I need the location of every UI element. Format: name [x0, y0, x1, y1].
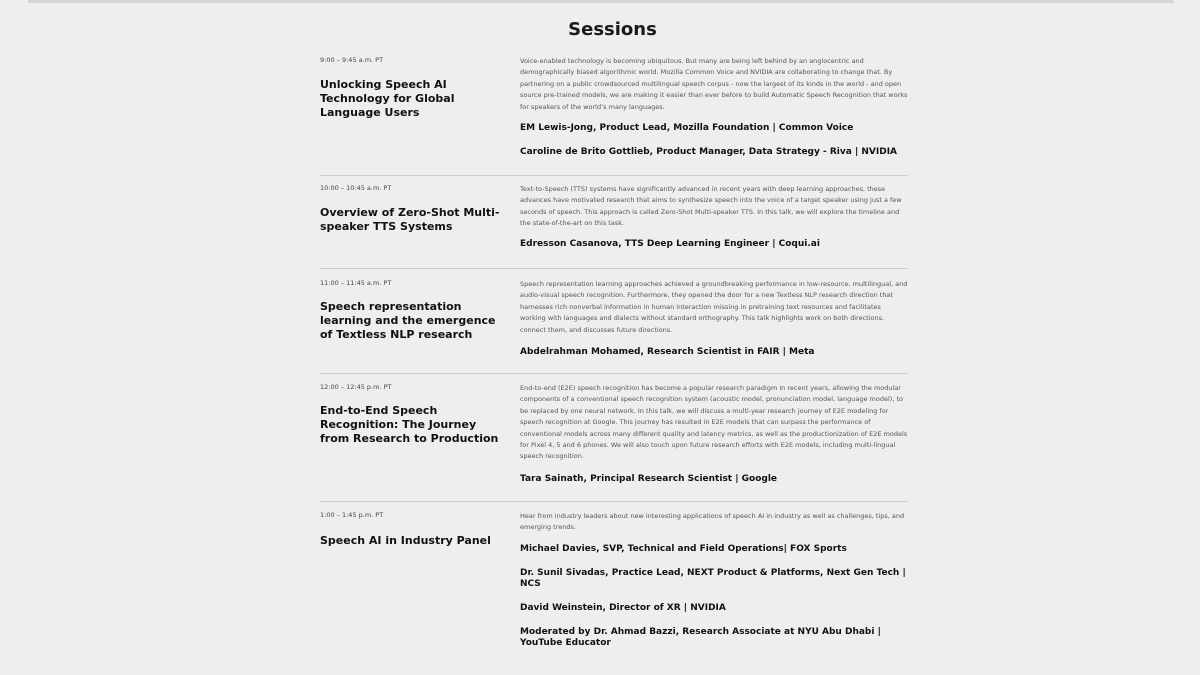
session-title: Speech representation learning and the emergence of Textless NLP research [320, 300, 496, 341]
session-time: 11:00 – 11:45 a.m. PT [320, 279, 392, 287]
session-divider [320, 175, 908, 176]
session-details [520, 184, 908, 250]
session-time: 1:00 – 1:45 p.m. PT [320, 511, 384, 519]
session-speaker: Moderated by Dr. Ahmad Bazzi, Research Associate at NYU Abu Dhabi | YouTube Educator [520, 626, 881, 648]
session-speaker: Abdelrahman Mohamed, Research Scientist in FAIR | Meta [520, 347, 815, 358]
session-description: Text-to-Speech (TTS) systems have significantly advanced in recent years with deep learning approaches, these advances have motivated research that aims to synthesize speech into the voice of a target speaker using just a few seconds of speech. This approach is called Zero-Shot Multi-speaker TTS. In this talk, we will explore the timeline and the state-of-the-art on this task. [520, 185, 902, 228]
session-details [520, 383, 908, 485]
session-divider [320, 373, 908, 374]
session-title: Unlocking Speech AI Technology for Global Language Users [320, 78, 455, 119]
session-title: Speech AI in Industry Panel [320, 534, 491, 547]
session-description: Voice-enabled technology is becoming ubiquitous. But many are being left behind by an anglocentric and demographically biased algorithmic world. Mozilla Common Voice and NVIDIA are collaborating to change that. By partnering on a public crowdsourced multilingual speech corpus - now the largest of its kinds in the world - and open source pre-trained models, we are making it easier than ever before to build Automatic Speech Recognition that works for speakers of the world’s many languages. [520, 57, 908, 111]
session-time: 12:00 – 12:45 p.m. PT [320, 383, 392, 391]
session-title: Overview of Zero-Shot Multi-speaker TTS Systems [320, 206, 500, 233]
session-time: 9:00 – 9:45 a.m. PT [320, 56, 384, 64]
session-speaker: Caroline de Brito Gottlieb, Product Manager, Data Strategy - Riva | NVIDIA [520, 147, 898, 158]
session-title: End-to-End Speech Recognition: The Journey from Research to Production [320, 404, 499, 445]
session-details [520, 279, 908, 358]
top-divider [28, 0, 1174, 3]
page-title: Sessions [568, 19, 657, 40]
session-description: Hear from industry leaders about new interesting applications of speech AI in industry as well as challenges, tips, and emerging trends. [520, 512, 905, 532]
session-details [520, 511, 908, 649]
session-time: 10:00 – 10:45 a.m. PT [320, 184, 392, 192]
session-speaker: EM Lewis-Jong, Product Lead, Mozilla Foundation | Common Voice [520, 123, 854, 134]
session-speaker: Dr. Sunil Sivadas, Practice Lead, NEXT Product & Platforms, Next Gen Tech | NCS [520, 567, 906, 589]
session-description: Speech representation learning approaches achieved a groundbreaking performance in low-resource, multilingual, and audio-visual speech recognition. Furthermore, they opened the door for a new Textless NLP research direction that harnesses rich nonverbal information in human interaction missing in pretraining text resources and facilitates working with languages and dialects without standard orthography. This talk highlights work on both directions, connect them, and discusses future directions. [520, 280, 908, 334]
session-divider [320, 501, 908, 502]
session-speaker: Edresson Casanova, TTS Deep Learning Engineer | Coqui.ai [520, 238, 820, 249]
session-speaker: Tara Sainath, Principal Research Scientist | Google [520, 473, 778, 484]
session-speaker: Michael Davies, SVP, Technical and Field Operations| FOX Sports [520, 543, 847, 554]
session-speaker: David Weinstein, Director of XR | NVIDIA [520, 602, 726, 613]
session-description: End-to-end (E2E) speech recognition has become a popular research paradigm in recent years, allowing the modular components of a conventional speech recognition system (acoustic model, pronunciation model, language model), to be replaced by one neural network. In this talk, we will discuss a multi-year research journey of E2E modeling for speech recognition at Google. This journey has resulted in E2E models that can surpass the performance of conventional models across many different quality and latency metrics, as well as the productionization of E2E models for Pixel 4, 5 and 6 phones. We will also touch upon future research efforts with E2E models, including multi-lingual speech recognition. [520, 384, 908, 461]
session-divider [320, 268, 908, 269]
session-details [520, 56, 908, 158]
